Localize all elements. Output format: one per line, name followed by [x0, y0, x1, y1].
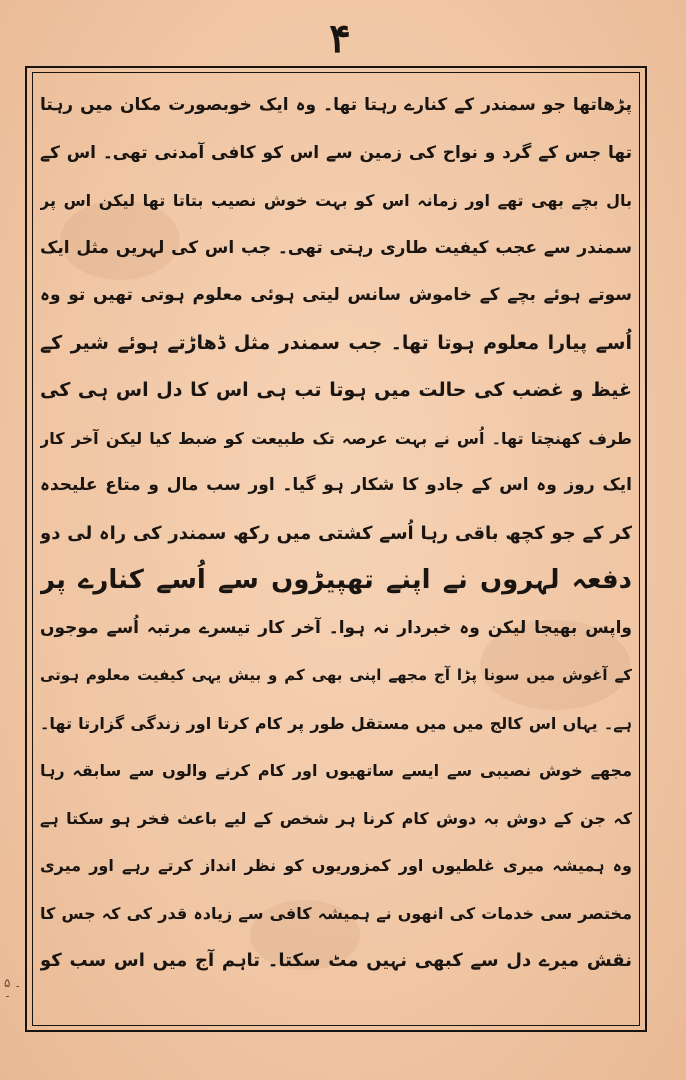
text-line: سوتے ہوئے بچے کے خاموش سانس لیتی ہوئی معلوم ہوتی تھیں تو وہ: [40, 285, 632, 305]
text-line: کے آغوش میں سونا پڑا آج مجھے اپنی بھی کم و بیش یہی کیفیت معلوم ہوتی: [40, 666, 632, 684]
text-line: تھا جس کے گرد و نواح کی زمین سے اس کو کافی آمدنی تھی۔ اس کے: [40, 142, 632, 163]
text-line: نقش میرے دل سے کبھی نہیں مٹ سکتا۔ تاہم آج میں اس سب کو: [40, 950, 632, 971]
text-line: بال بچے بھی تھے اور زمانہ اس کو بہت خوش نصیب بتاتا تھا لیکن اس پر: [40, 191, 632, 210]
margin-marks: ۔ ۵ ۔: [4, 976, 22, 1000]
text-line: ایک روز وہ اس کے جادو کا شکار ہو گیا۔ اور سب مال و متاع علیحدہ: [40, 475, 632, 495]
text-line: مختصر سی خدمات کی انھوں نے ہمیشہ کافی سے زیادہ قدر کی کہ جس کا: [40, 903, 632, 923]
text-line: پڑھاتھا جو سمندر کے کنارے رہتا تھا۔ وہ ایک خوبصورت مکان میں رہتا: [40, 95, 632, 115]
text-line: اُسے پیارا معلوم ہوتا تھا۔ جب سمندر مثل ڈھاڑتے ہوئے شیر کے: [40, 331, 632, 354]
text-line: طرف کھنچتا تھا۔ اُس نے بہت عرصہ تک طبیعت کو ضبط کیا لیکن آخر کار: [40, 428, 632, 448]
body-text: [40, 82, 632, 1022]
text-line: وہ ہمیشہ میری غلطیوں اور کمزوریوں کو نظر انداز کرتے رہے اور میری: [40, 856, 632, 875]
text-line: ہے۔ یہاں اس کالج میں میں مستقل طور پر کام کرتا اور زندگی گزارتا تھا۔: [40, 713, 632, 733]
text-line: مجھے خوش نصیبی سے ایسے ساتھیوں اور کام کرنے والوں سے سابقہ رہا: [40, 761, 632, 780]
text-line: سمندر سے عجب کیفیت طاری رہتی تھی۔ جب اس کی لہریں مثل ایک: [40, 237, 632, 258]
text-line: کر کے جو کچھ باقی رہا اُسے کشتی میں رکھ سمندر کی راہ لی دو: [40, 522, 632, 544]
page-number: ۴: [329, 15, 351, 62]
text-line: دفعہ لہروں نے اپنے تھپیڑوں سے اُسے کنارے پر: [40, 565, 632, 595]
text-line: واپس بھیجا لیکن وہ خبردار نہ ہوا۔ آخر کار تیسرے مرتبہ اُسے موجوں: [40, 617, 632, 638]
text-line: کہ جن کے دوش بہ دوش کام کرنا ہر شخص کے لیے باعث فخر ہو سکتا ہے: [40, 808, 632, 828]
text-line: غیظ و غضب کی حالت میں ہوتا تب ہی اس کا دل اس ہی کی: [40, 379, 632, 401]
